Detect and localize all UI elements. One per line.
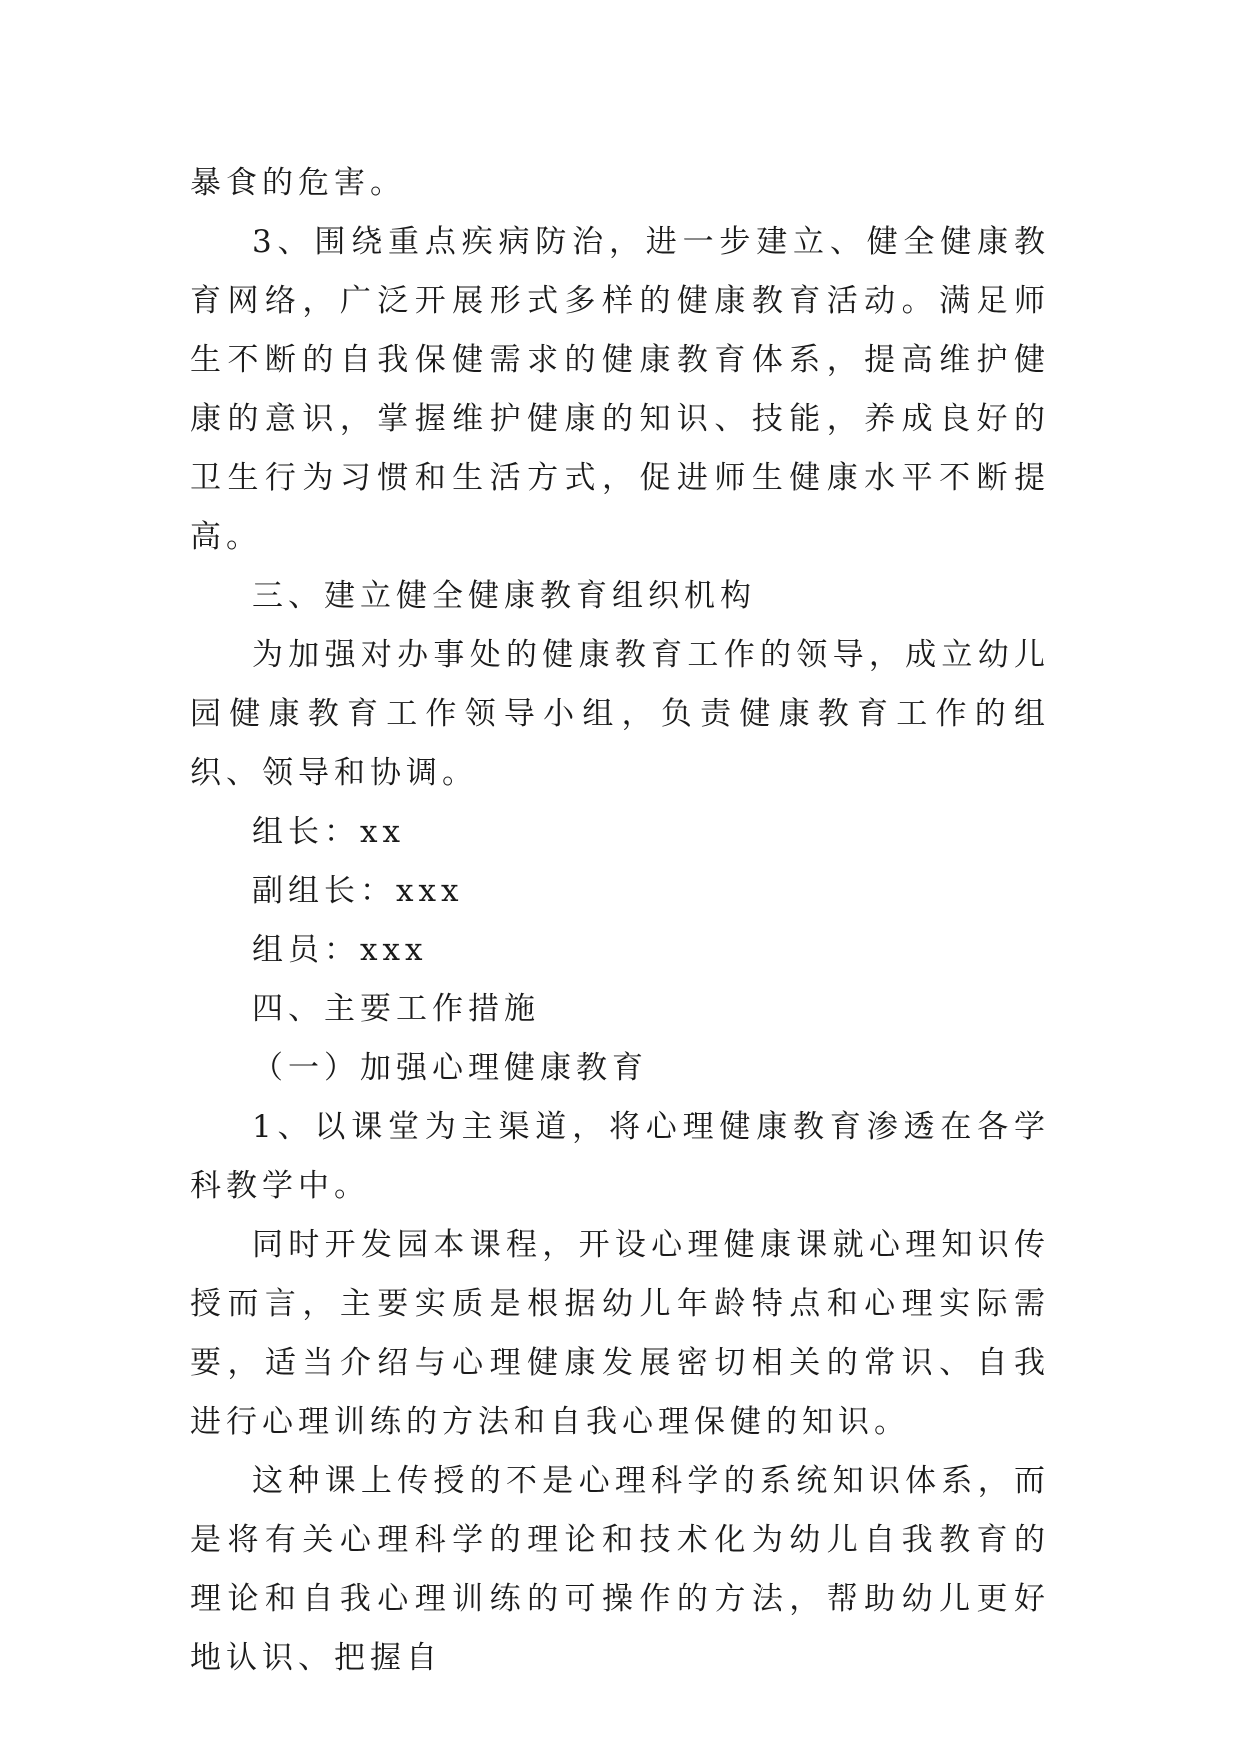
paragraph-leadership-group: 为加强对办事处的健康教育工作的领导，成立幼儿园健康教育工作领导小组，负责健康教育工作的组织、领导和协调。: [190, 637, 1050, 791]
member-group-leader: 组长：xx: [252, 814, 405, 850]
document-body: [190, 154, 1050, 1688]
member-group-members: 组员：xxx: [252, 932, 428, 968]
member-deputy-leader: 副组长：xxx: [252, 873, 464, 909]
subsection-heading-mental-health: （一）加强心理健康教育: [252, 1050, 648, 1086]
paragraph-item-1-classroom: 1、以课堂为主渠道，将心理健康教育渗透在各学科教学中。: [190, 1109, 1050, 1204]
paragraph-curriculum: 同时开发园本课程，开设心理健康课就心理知识传授而言，主要实质是根据幼儿年龄特点和心理实际需要，适当介绍与心理健康发展密切相关的常识、自我进行心理训练的方法和自我心理保健的知识。: [190, 1227, 1050, 1440]
paragraph-course-content: 这种课上传授的不是心理科学的系统知识体系，而是将有关心理科学的理论和技术化为幼儿自我教育的理论和自我心理训练的可操作的方法，帮助幼儿更好地认识、把握自: [190, 1463, 1050, 1676]
section-heading-organization: 三、建立健全健康教育组织机构: [252, 578, 756, 614]
paragraph-continuation: 暴食的危害。: [190, 165, 406, 201]
paragraph-item-3-health-network: 3、围绕重点疾病防治，进一步建立、健全健康教育网络，广泛开展形式多样的健康教育活动。满足师生不断的自我保健需求的健康教育体系，提高维护健康的意识，掌握维护健康的知识、技能，养成良好的卫生行为习惯和生活方式，促进师生健康水平不断提高。: [190, 224, 1050, 555]
section-heading-measures: 四、主要工作措施: [252, 991, 540, 1027]
